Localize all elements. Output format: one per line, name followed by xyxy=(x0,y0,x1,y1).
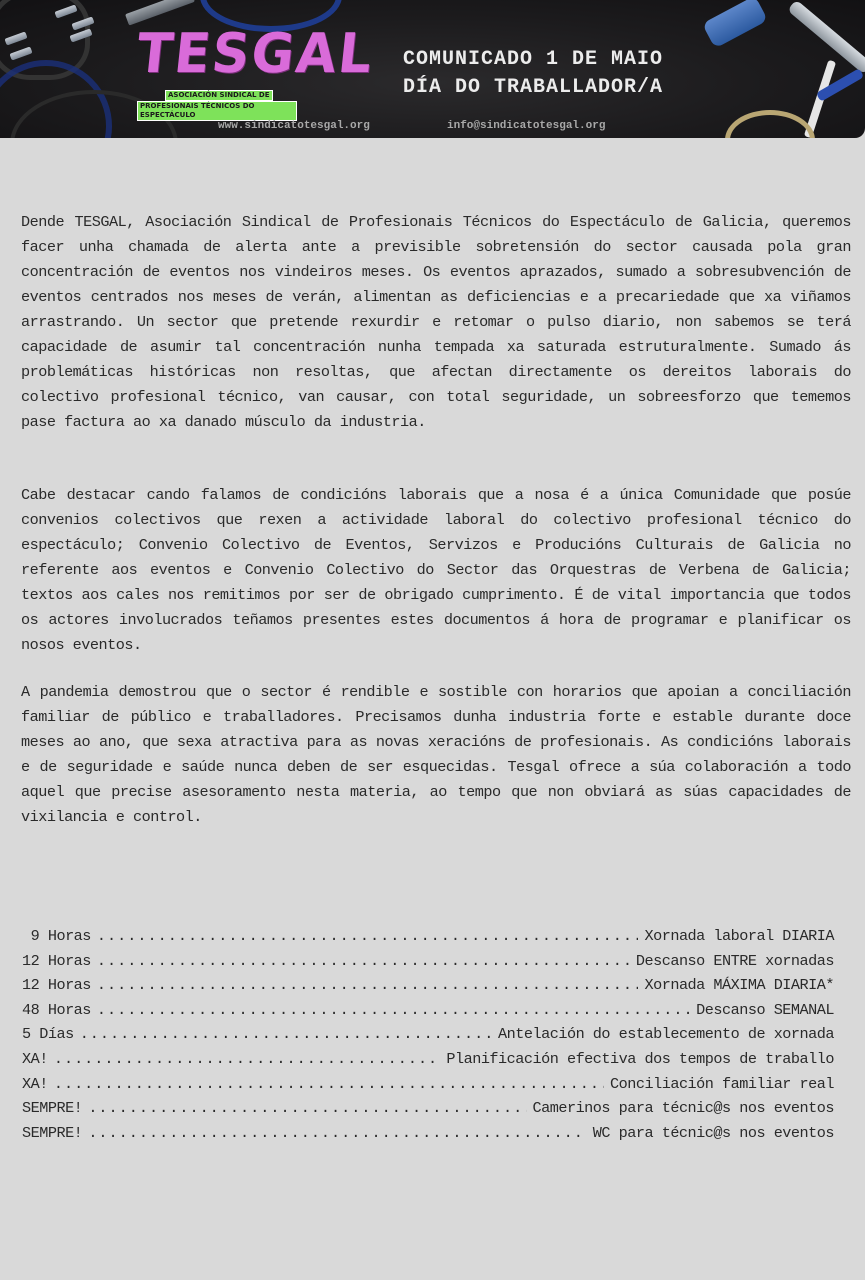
demand-label: Descanso SEMANAL xyxy=(696,1000,834,1019)
demand-value: SEMPRE! xyxy=(22,1099,83,1118)
demand-label: WC para técnic@s nos eventos xyxy=(592,1123,834,1142)
dot-leader xyxy=(88,1124,586,1142)
demand-label: Conciliación familiar real xyxy=(610,1074,834,1093)
title-line1: COMUNICADO 1 DE MAIO xyxy=(403,48,664,71)
dot-leader xyxy=(97,976,639,994)
logo-subtitle-line1: ASOCIACIÓN SINDICAL DE xyxy=(165,90,273,101)
demand-label: Xornada laboral DIARIA xyxy=(644,927,834,945)
logo-subtitle-line2: PROFESIONAIS TÉCNICOS DO ESPECTÁCULO xyxy=(137,101,297,121)
tape-roll-icon xyxy=(725,110,815,138)
website-link[interactable]: www.sindicatotesgal.org xyxy=(218,120,370,132)
demand-value: SEMPRE! xyxy=(22,1123,83,1142)
dot-leader xyxy=(54,1050,441,1068)
dot-leader xyxy=(80,1025,492,1043)
list-item xyxy=(22,1050,834,1075)
demand-value: 5 Días xyxy=(22,1025,74,1044)
demand-label: Antelación do establecemento de xornada xyxy=(498,1025,834,1044)
dot-leader xyxy=(97,952,630,970)
paragraph-collective-agreements: Cabe destacar cando falamos de condicións laborais que a nosa é a única Comunidade que posúe convenios colectivos que rexen a actividade laboral do colectivo profesional técnico do espectáculo; Convenio Colectivo de Eventos, Servizos e Producións Culturais de Galicia no referente aos eventos e Convenio Colectivo do Sector das Orquestras de Verbena de Galicia; textos aos cales nos remitimos por ser de obrigado cumprimento. É de vital importancia que todos os actores involucrados teñamos presentes estes documentos á hora de programar e planificar os nosos eventos. xyxy=(21,486,851,654)
demand-value: 48 Horas xyxy=(22,1000,91,1019)
header-banner xyxy=(0,0,865,138)
list-item xyxy=(22,1075,834,1100)
demand-value: 12 Horas xyxy=(22,951,91,970)
plug-icon xyxy=(702,0,768,48)
paragraph-pandemic: A pandemia demostrou que o sector é rendible e sostible con horarios que apoian a conciliación familiar de público e traballadores. Precisamos dunha industria forte e estable durante doce meses ao ano, que sexa atractiva para as novas xeracións de profesionais. As condicións laborais e de seguridade e saúde nunca deben de ser esquecidas. Tesgal ofrece a súa colaboración a todo aquel que precise asesoramento nesta materia, ao tempo que non obviará as súas capacidades de vixilancia e control. xyxy=(21,683,851,826)
list-item xyxy=(22,927,834,952)
list-item xyxy=(22,1124,834,1149)
title-line2: DÍA DO TRABALLADOR/A xyxy=(403,76,664,99)
demand-label: Descanso ENTRE xornadas xyxy=(635,951,834,970)
demand-value: 12 Horas xyxy=(22,976,91,995)
demand-value: XA! xyxy=(22,1049,48,1068)
dot-leader xyxy=(97,1001,690,1019)
email-link[interactable]: info@sindicatotesgal.org xyxy=(447,120,606,132)
demand-value: 9 Horas xyxy=(22,927,91,945)
dot-leader xyxy=(88,1099,526,1117)
tesgal-logo: TESGAL xyxy=(133,22,377,86)
page-title xyxy=(403,46,663,102)
demand-value: XA! xyxy=(22,1074,48,1093)
demands-list xyxy=(22,927,834,1148)
list-item xyxy=(22,1001,834,1026)
dot-leader xyxy=(54,1075,604,1093)
demand-label: Xornada MÁXIMA DIARIA* xyxy=(644,976,834,995)
demand-label: Planificación efectiva dos tempos de traballo xyxy=(446,1049,834,1068)
list-item xyxy=(22,976,834,1001)
list-item xyxy=(22,1099,834,1124)
list-item xyxy=(22,952,834,977)
list-item xyxy=(22,1025,834,1050)
dot-leader xyxy=(97,927,639,945)
demand-label: Camerinos para técnic@s nos eventos xyxy=(532,1099,834,1118)
logo-subtitle xyxy=(137,90,297,121)
paragraph-intro: Dende TESGAL, Asociación Sindical de Profesionais Técnicos do Espectáculo de Galicia, queremos facer unha chamada de alerta ante a previsible sobretensión do sector causada pola gran concentración de eventos nos vindeiros meses. Os eventos aprazados, sumado a sobresubvención de eventos centrados nos meses de verán, alimentan as deficiencias e a precariedade que xa viñamos arrastrando. Un sector que pretende rexurdir e retomar o pulso diario, non sabemos se terá capacidade de asumir tal concentración nunha tempada xa saturada estruturalmente. Sumado ás problemáticas históricas non resoltas, que afectan directamente os dereitos laborais do colectivo profesional técnico, van causar, con total seguridade, un sobreesforzo que tememos pase factura ao xa danado músculo da industria. xyxy=(21,213,851,431)
